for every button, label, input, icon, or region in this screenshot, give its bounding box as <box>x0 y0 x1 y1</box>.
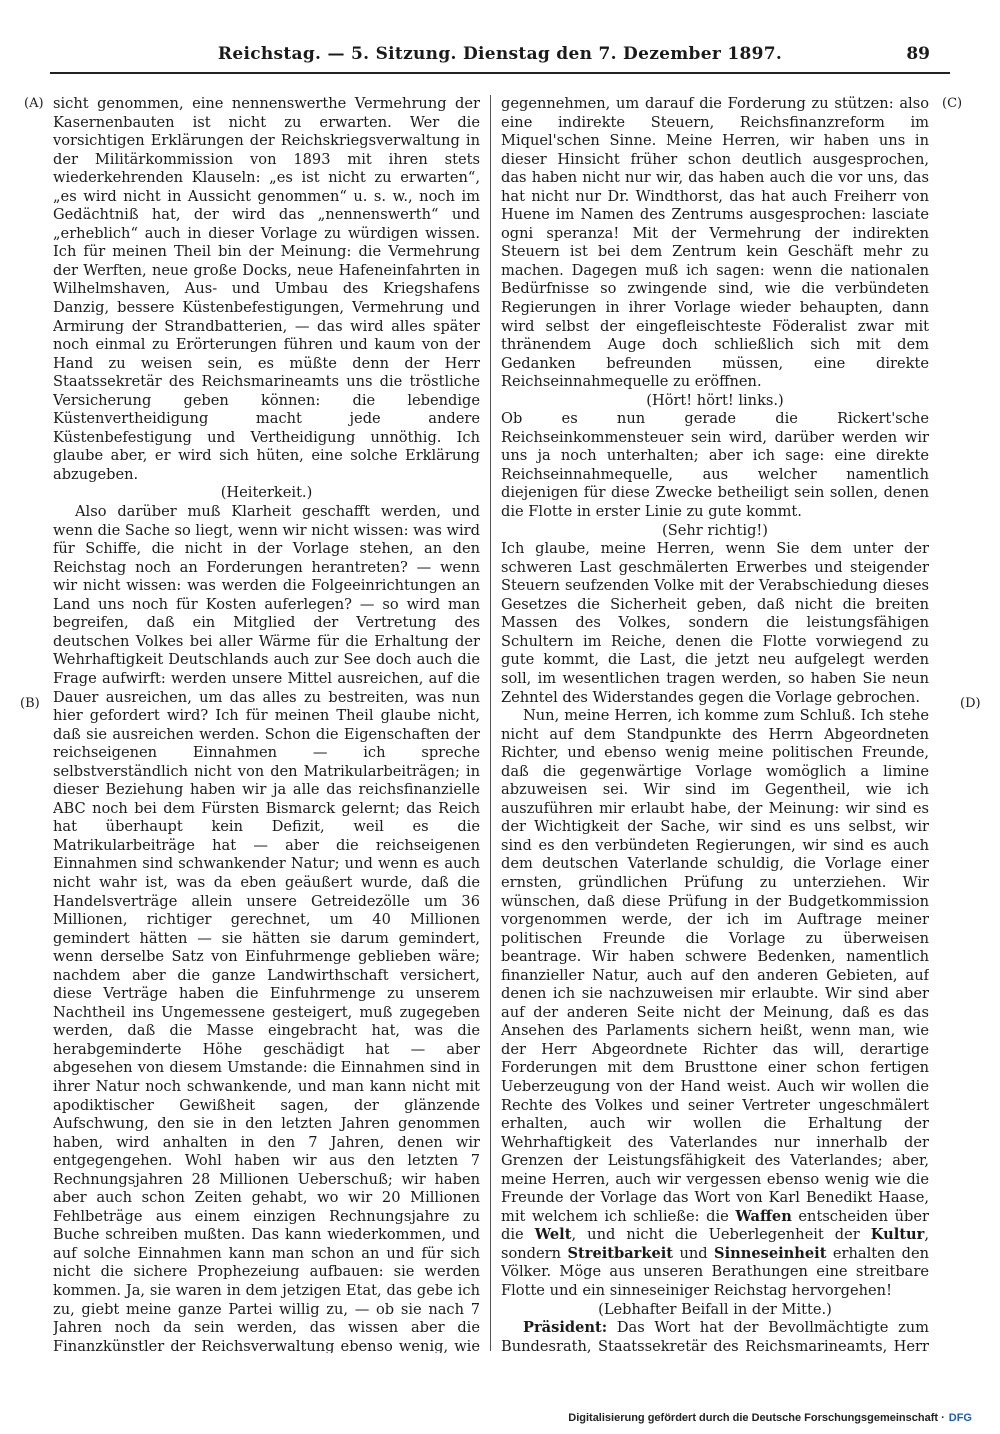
paragraph: gegennehmen, um darauf die Forderung zu stützen: also eine indirekte Steuern, Reichsfinanzreform im Miquel'schen Sinne. Meine Herren, wir haben uns in dieser Hinsicht früher schon deutlich ausgesprochen, das haben nicht nur wir, das haben auch die vor uns, das hat nicht nur Dr. Windthorst, das hat auch Freiherr von Huene im Namen des Zentrums ausgesprochen: lasciate ogni speranza! Mit der Vermehrung der indirekten Steuern ist bei dem Zentrum kein Geschäft mehr zu machen. Dagegen muß ich sagen: wenn die nationalen Bedürfnisse so zwingende sind, wie die verbündeten Regierungen in ihrer Vorlage wieder behaupten, dann wird selbst der eingefleischteste Föderalist zwar mit thränendem Auge doch schließlich sich mit dem Gedanken befreunden müssen, eine direkte Reichseinnahmequelle zu eröffnen. <box>501 95 929 391</box>
emphasis: Streitbarkeit <box>567 1244 674 1262</box>
text-run: erhalten den Völker. Möge aus unseren Berathungen eine streitbare Flotte und ein sinneseiniger Reichstag hervorgehen! <box>501 1244 929 1299</box>
speaker-name: Präsident: <box>523 1319 608 1337</box>
credit-text: Digitalisierung gefördert durch die Deutsche Forschungsgemeinschaft · <box>568 1412 945 1424</box>
emphasis: Welt <box>534 1226 572 1244</box>
reaction: (Lebhafter Beifall in der Mitte.) <box>598 1300 832 1318</box>
emphasis: Waffen <box>735 1207 792 1225</box>
text-run: entscheiden über die <box>501 1207 929 1244</box>
paragraph-closing <box>501 707 929 1301</box>
margin-marker-c: (C) <box>942 96 963 111</box>
page-header <box>30 40 970 80</box>
header-rule <box>50 72 950 74</box>
margin-marker-d: (D) <box>960 696 981 711</box>
reaction: (Heiterkeit.) <box>220 484 313 502</box>
paragraph: sicht genommen, eine nennenswerthe Vermehrung der Kasernenbauten ist nicht zu erwarten. Wer die vorsichtigen Erklärungen der Reichskriegsverwaltung in der Militärkommission von 1893 mit ihren stets wiederkehrenden Klauseln: „es ist nicht zu erwarten“, „es wird nicht in Aussicht genommen“ u. s. w., noch im Gedächtniß hat, der wird das „nennenswerth“ und „erheblich“ auch in dieser Vorlage zu würdigen wissen. Ich für meinen Theil bin der Meinung: die Vermehrung der Werften, neue große Docks, neue Hafeneinfahrten in Wilhelmshaven, Aus- und Umbau des Kriegshafens Danzig, bessere Küstenbefestigungen, Vermehrung und Armirung der Strandbatterien, — das wird alles später noch einmal zu Erörterungen führen und kaum von der Hand zu weisen sein, es müßte denn der Herr Staatssekretär des Reichsmarineamts uns die tröstliche Versicherung geben können: die lebendige Küstenvertheidigung macht jede andere Küstenbefestigung und Vertheidigung unnöthig. Ich glaube aber, er wird sich hüten, eine solche Erklärung abzugeben. <box>53 95 480 483</box>
left-column <box>53 95 480 1353</box>
running-title: Reichstag. — 5. Sitzung. Dienstag den 7. Dezember 1897. <box>217 44 783 64</box>
text-run: und <box>673 1244 715 1262</box>
digitization-credit <box>568 1412 972 1424</box>
margin-marker-a: (A) <box>24 96 44 111</box>
text-run: Das Wort hat der Bevollmächtigte zum Bundesrath, Staatssekretär des Reichsmarineamts, Herr <box>501 1319 929 1353</box>
column-divider <box>490 95 491 1351</box>
emphasis: Kultur <box>870 1226 925 1244</box>
reaction: (Hört! hört! links.) <box>646 391 784 409</box>
text-run: , und nicht die Ueberlegenheit der <box>571 1226 871 1244</box>
reaction: (Sehr richtig!) <box>662 521 768 539</box>
text-run: Nun, meine Herren, ich komme zum Schluß. Ich stehe nicht auf dem Standpunkte des Herrn Abgeordneten Richter, und ebenso wenig meine politischen Freunde, daß die gegenwärtige Vorlage womöglich a limine abzuweisen sei. Wir sind im Gegentheil, wie ich auszuführen mir erlaubt habe, der Meinung: wir sind es der Wichtigkeit der Sache, wir sind es uns selbst, wir sind es den verbündeten Regierungen, wir sind es auch dem deutschen Vaterlande schuldig, die Vorlage einer ernsten, gründlichen Prüfung zu unterziehen. Wir wünschen, daß diese Prüfung in der Budgetkommission vorgenommen werde, der ich im Auftrage meiner politischen Freunde die Vorlage zu überweisen beantrage. Wir haben schwere Bedenken, namentlich finanzieller Natur, auch auf den anderen Gebieten, auf denen ich sie nachzuweisen mir erlaubte. Wir sind aber auf der anderen Seite nicht der Meinung, daß es das Ansehen des Parlaments sichern heißt, wenn man, wie der Herr Abgeordnete Richter das will, derartige Forderungen mit dem Brusttone einer schon fertigen Ueberzeugung von der Hand weist. Auch wir wollen die Rechte des Volkes und seiner Vertreter ungeschmälert erhalten, auch wir wollen die Erhaltung der Wehrhaftigkeit des Vaterlandes nur innerhalb der Grenzen der Leistungsfähigkeit des Vaterlandes; aber, meine Herren, auch wir vergessen ebenso wenig wie die Freunde der Vorlage das Wort von Karl Benedikt Haase, mit welchem ich schließe: die <box>501 707 929 1225</box>
emphasis: Sinneseinheit <box>714 1244 827 1262</box>
speaker-paragraph <box>501 1319 929 1353</box>
paragraph: Ob es nun gerade die Rickert'sche Reichseinkommensteuer sein wird, darüber werden wir uns ja noch unterhalten; aber ich sage: eine direkte Reichseinnahmequelle, aus welcher namentlich diejenigen für diese Zwecke betheiligt sein sollen, denen die Flotte in erster Linie zu gute kommt. <box>501 410 929 521</box>
text-run: , sondern <box>501 1226 929 1262</box>
dfg-logo: DFG <box>948 1412 972 1424</box>
margin-marker-b: (B) <box>20 696 40 711</box>
paragraph: Also darüber muß Klarheit geschafft werden, und wenn die Sache so liegt, wenn wir nicht wissen: was wird für Schiffe, die nicht in der Vorlage stehen, an den Reichstag noch an Forderungen herantreten? — wenn wir nicht wissen: was werden die Folgeeinrichtungen an Land uns noch für Kosten auferlegen? — so wird man begreifen, daß ein Mitglied der Vertretung des deutschen Volkes bei aller Wärme für die Erhaltung der Wehrhaftigkeit Deutschlands auch zur See doch auch die Frage aufwirft: werden unsere Mittel ausreichen, auf die Dauer ausreichen, um das alles zu bestreiten, was nun hier gefordert wird? Ich für meinen Theil glaube nicht, daß sie ausreichen werden. Schon die Eigenschaften der reichseigenen Einnahmen — ich spreche selbstverständlich nicht von den Matrikularbeiträgen; in dieser Beziehung haben wir ja alle das reichsfinanzielle ABC noch bei dem Fürsten Bismarck gelernt; das Reich hat überhaupt kein Defizit, weil es die Matrikularbeiträge hat — aber die reichseigenen Einnahmen sind schwankender Natur; und wenn es auch nicht wahr ist, was da eben geäußert wurde, daß die Handelsverträge allein unsere Getreidezölle um 36 Millionen, richtiger gerechnet, um 40 Millionen gemindert hätten — sie hätten sie darum gemindert, wenn derselbe Satz von Einfuhrmenge geblieben wäre; nachdem aber die ganze Landwirthschaft versichert, diese Verträge haben die Einfuhrmenge zu unserem Nachtheil ins Ungemessene gesteigert, muß zugegeben werden, daß die Masse eingebracht hat, was die herabgeminderte Höhe geschädigt hat — aber abgesehen von diesem Umstande: die Einnahmen sind in ihrer Natur noch schwankende, und man kann nicht mit apodiktischer Gewißheit sagen, der glänzende Aufschwung, den sie in den letzten Jahren genommen haben, wird anhalten in den 7 Jahren, denen wir entgegengehen. Wohl haben wir aus den letzten 7 Rechnungsjahren 28 Millionen Ueberschuß; wir haben aber auch schon Zeiten gehabt, wo wir 20 Millionen Fehlbeträge aus einem einzigen Rechnungsjahre zu Buche schreiben mußten. Das kann wiederkommen, und auf solche Einnahmen kann man schon an und für sich nicht die sichere Prophezeiung aufbauen: sie werden kommen. Ja, sie waren in dem jetzigen Etat, das gebe ich zu, giebt meine ganze Partei willig zu, — ob sie nach 7 Jahren noch da sein werden, das wissen aber die Finanzkünstler der Reichsverwaltung ebenso wenig, wie <box>53 503 480 1353</box>
paragraph: Ich glaube, meine Herren, wenn Sie dem unter der schweren Last geschmälerten Erwerbes und steigender Steuern seufzenden Volke mit der Verabschiedung dieses Gesetzes die Sicherheit geben, daß nicht die breiten Massen des Volkes, sondern die leistungsfähigen Schultern im Reiche, denen die Flotte vorwiegend zu gute kommt, die Last, die jetzt neu aufgelegt werden soll, im wesentlichen tragen werden, so haben Sie neun Zehntel des Widerstandes gegen die Vorlage gebrochen. <box>501 540 929 706</box>
right-column <box>501 95 929 1353</box>
page-number: 89 <box>906 44 930 64</box>
